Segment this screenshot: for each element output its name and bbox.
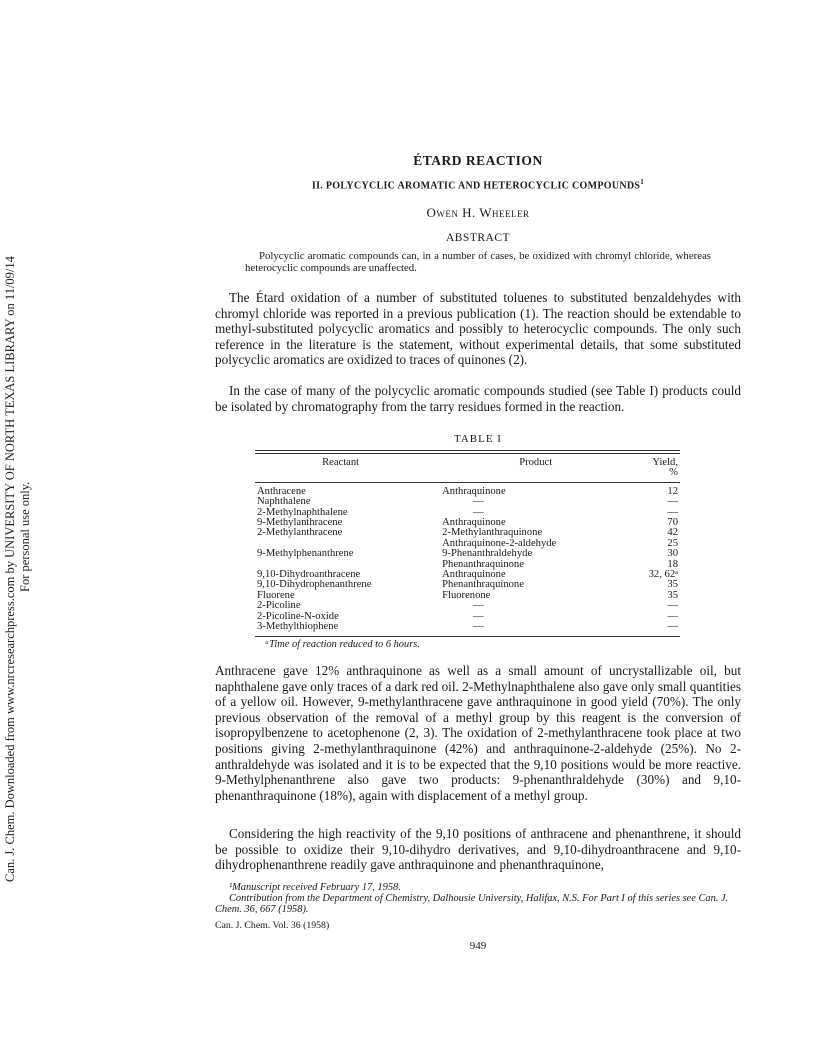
cell-yield: 35 bbox=[667, 589, 679, 601]
footnotes bbox=[215, 882, 741, 916]
cell-yield: 35 bbox=[667, 579, 679, 591]
article-title: ÉTARD REACTION bbox=[413, 153, 543, 168]
table-bottom-rule bbox=[255, 636, 680, 637]
table-header-rule bbox=[255, 482, 680, 483]
page-number: 949 bbox=[469, 940, 487, 952]
cell-yield: 30 bbox=[667, 548, 679, 560]
cell-yield: 12 bbox=[667, 485, 679, 497]
cell-product: Anthraquinone bbox=[442, 485, 506, 497]
cell-yield: 32, 62ᵃ bbox=[648, 569, 679, 581]
watermark-line-1: Can. J. Chem. Downloaded from www.nrcresearchpress.com by UNIVERSITY OF NORTH TEXAS LIBRARY on 11/09/14 bbox=[3, 256, 17, 882]
cell-product: Anthraquinone bbox=[442, 517, 506, 529]
cell-yield: — bbox=[667, 496, 678, 508]
cell-reactant: 2-Methylnaphthalene bbox=[257, 506, 348, 518]
cell-product: Phenanthraquinone bbox=[442, 579, 524, 591]
abstract-heading: ABSTRACT bbox=[445, 232, 511, 244]
cell-product: 9-Phenanthraldehyde bbox=[442, 548, 533, 560]
cell-product: — bbox=[472, 610, 484, 622]
cell-reactant: 2-Picoline bbox=[257, 600, 301, 612]
table-body bbox=[255, 487, 680, 633]
table-row bbox=[255, 487, 680, 497]
cell-product: — bbox=[472, 506, 484, 518]
paragraph-3: Anthracene gave 12% anthraquinone as well as a small amount of uncrystallizable oil, but naphthalene gave only traces of a dark red oil. 2-Methylnaphthalene also gave only small quantities of a yellow oil. However, 9-methylanthracene gave anthraquinone in good yield (70%). The only previous observation of the removal of a methyl group by this reagent is the conversion of isopropylbenzene to acetophenone (2, 3). The oxidation of 2-methylanthracene took place at two positions giving 2-methylanthraquinone (42%) and anthraquinone-2-aldehyde (25%). No 2-anthraldehyde was isolated and it is to be expected that the 9,10 positions would be more reactive. 9-Methylphenanthrene also gave two products: 9-phenanthraldehyde (30%) and 9,10-phenanthraquinone (18%), again with displacement of a methyl group. bbox=[215, 663, 741, 803]
cell-reactant: Naphthalene bbox=[257, 496, 311, 508]
table-caption: TABLE I bbox=[454, 433, 502, 445]
cell-product: — bbox=[472, 621, 484, 633]
footnote-contribution: Contribution from the Department of Chemistry, Dalhousie University, Halifax, N.S. For Part I of this series see Can. J. Chem. 36, 667 (1958). bbox=[215, 893, 729, 916]
abstract-text: Polycyclic aromatic compounds can, in a number of cases, be oxidized with chromyl chloride, whereas heterocyclic compounds are unaffected. bbox=[245, 250, 711, 274]
watermark-line-2: For personal use only. bbox=[18, 481, 32, 592]
cell-yield: 18 bbox=[667, 558, 679, 570]
download-watermark bbox=[0, 0, 40, 1055]
cell-yield: — bbox=[667, 600, 678, 612]
footnote-received: ¹Manuscript received February 17, 1958. bbox=[229, 882, 401, 893]
cell-reactant: 9-Methylanthracene bbox=[257, 517, 343, 529]
table-top-rule bbox=[255, 450, 680, 451]
paragraph-1: The Étard oxidation of a number of substituted toluenes to substituted benzaldehydes with chromyl chloride was reported in a previous publication (1). The reaction should be extendable to methyl-substituted polycyclic aromatics and possibly to heterocyclic compounds. The only such reference in the literature is the statement, without experimental details, that some substituted polycyclic aromatics are oxidized to traces of quinones (2). bbox=[215, 290, 741, 368]
cell-product: Fluorenone bbox=[442, 589, 491, 601]
cell-reactant: 9,10-Dihydrophenanthrene bbox=[257, 579, 372, 591]
cell-yield: 25 bbox=[667, 537, 679, 549]
table-footnote: ᵃTime of reaction reduced to 6 hours. bbox=[265, 639, 420, 650]
subtitle-footnote-mark: 1 bbox=[640, 178, 645, 186]
cell-yield: — bbox=[667, 610, 678, 622]
header-product: Product bbox=[519, 457, 553, 468]
cell-reactant: Fluorene bbox=[257, 589, 295, 601]
article-subtitle: II. POLYCYCLIC AROMATIC AND HETEROCYCLIC COMPOUNDS$^1$ bbox=[311, 178, 645, 192]
cell-product: — bbox=[472, 496, 484, 508]
cell-yield: 42 bbox=[667, 527, 679, 539]
paragraph-2: In the case of many of the polycyclic aromatic compounds studied (see Table I) products could be isolated by chromatography from the tarry residues formed in the reaction. bbox=[215, 383, 741, 414]
journal-citation: Can. J. Chem. Vol. 36 (1958) bbox=[215, 920, 330, 931]
yield-table bbox=[255, 450, 680, 637]
cell-reactant: 2-Picoline-N-oxide bbox=[257, 610, 339, 622]
cell-reactant: 3-Methylthiophene bbox=[257, 621, 339, 633]
table-header-row bbox=[255, 454, 680, 482]
cell-yield: 70 bbox=[667, 517, 679, 529]
cell-reactant: 2-Methylanthracene bbox=[257, 527, 343, 539]
header-yield: Yield, % bbox=[652, 457, 678, 479]
cell-product: Phenanthraquinone bbox=[442, 558, 524, 570]
header-reactant: Reactant bbox=[322, 457, 360, 468]
cell-reactant: 9-Methylphenanthrene bbox=[257, 548, 354, 560]
cell-product: Anthraquinone bbox=[442, 569, 506, 581]
table-row bbox=[255, 591, 680, 601]
cell-product: Anthraquinone-2-aldehyde bbox=[442, 537, 557, 549]
cell-reactant: Anthracene bbox=[257, 485, 306, 497]
cell-product: — bbox=[472, 600, 484, 612]
paragraph-4: Considering the high reactivity of the 9,10 positions of anthracene and phenanthrene, it should be possible to oxidize their 9,10-dihydro derivatives, and 9,10-dihydroanthracene and 9,10-dihydrophenanthrene readily gave anthraquinone and phenanthraquinone, bbox=[215, 826, 741, 873]
author-name: Owen H. Wheeler bbox=[426, 205, 530, 220]
table-row bbox=[255, 622, 680, 632]
cell-product: 2-Methylanthraquinone bbox=[442, 527, 543, 539]
cell-yield: — bbox=[667, 621, 678, 633]
cell-reactant: 9,10-Dihydroanthracene bbox=[257, 569, 361, 581]
cell-yield: — bbox=[667, 506, 678, 518]
